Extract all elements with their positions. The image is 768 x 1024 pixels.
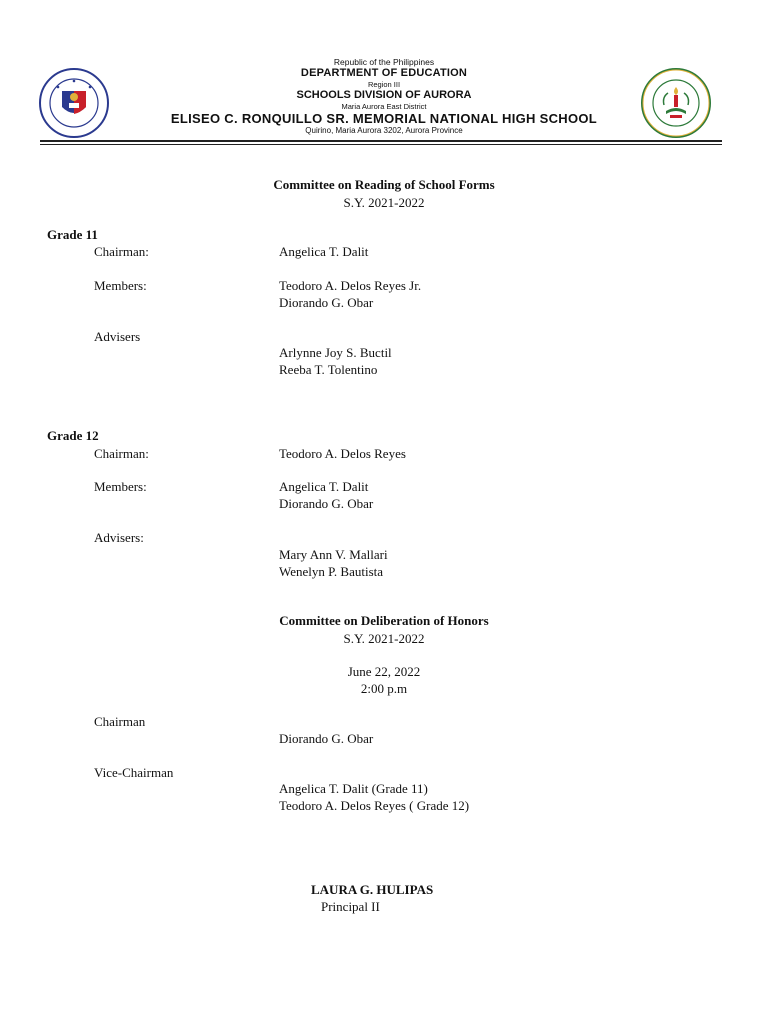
header-divider-thin: [40, 144, 722, 145]
grade12-members-label: Members:: [94, 479, 147, 494]
grade12-chairman-name: Teodoro A. Delos Reyes: [279, 446, 406, 461]
meeting-date: June 22, 2022: [347, 664, 421, 679]
grade11-adviser: Reeba T. Tolentino: [279, 362, 378, 377]
grade11-adviser: Arlynne Joy S. Buctil: [279, 345, 392, 360]
committee-reading-title: Committee on Reading of School Forms: [273, 177, 495, 192]
grade11-member: Teodoro A. Delos Reyes Jr.: [279, 278, 422, 293]
header-address: Quirino, Maria Aurora 3202, Aurora Province: [305, 126, 463, 135]
header-department: DEPARTMENT OF EDUCATION: [300, 67, 468, 79]
honors-chairman-name: Diorando G. Obar: [279, 731, 374, 746]
grade12-heading: Grade 12: [47, 428, 99, 443]
grade12-member: Angelica T. Dalit: [279, 479, 369, 494]
grade11-members-label: Members:: [94, 278, 147, 293]
committee-reading-sy: S.Y. 2021-2022: [343, 195, 425, 210]
header-divider: [40, 140, 722, 142]
header-region: Region III: [367, 80, 401, 89]
committee-honors-title: Committee on Deliberation of Honors: [279, 613, 489, 628]
header-school-name: ELISEO C. RONQUILLO SR. MEMORIAL NATIONAL HIGH SCHOOL: [170, 111, 598, 126]
grade11-heading: Grade 11: [47, 227, 98, 242]
grade12-adviser: Mary Ann V. Mallari: [279, 547, 388, 562]
grade11-chairman-label: Chairman:: [94, 244, 149, 259]
honors-vice-chairman-name: Teodoro A. Delos Reyes ( Grade 12): [279, 798, 470, 813]
grade12-advisers-label: Advisers:: [94, 530, 144, 545]
header-district: Maria Aurora East District: [341, 102, 427, 111]
committee-honors-sy: S.Y. 2021-2022: [343, 631, 425, 646]
honors-chairman-label: Chairman: [94, 714, 146, 729]
grade12-member: Diorando G. Obar: [279, 496, 374, 511]
header-republic: Republic of the Philippines: [333, 57, 435, 67]
grade12-chairman-label: Chairman:: [94, 446, 149, 461]
meeting-time: 2:00 p.m: [360, 681, 408, 696]
grade11-advisers-label: Advisers: [94, 329, 141, 344]
header-division: SCHOOLS DIVISION OF AURORA: [296, 89, 472, 101]
grade11-member: Diorando G. Obar: [279, 295, 374, 310]
grade12-adviser: Wenelyn P. Bautista: [279, 564, 384, 579]
grade11-chairman-name: Angelica T. Dalit: [279, 244, 369, 259]
honors-vice-chairman-label: Vice-Chairman: [94, 765, 174, 780]
honors-vice-chairman-name: Angelica T. Dalit (Grade 11): [279, 781, 428, 796]
signatory-name: LAURA G. HULIPAS: [311, 882, 434, 897]
signatory-position: Principal II: [321, 899, 380, 914]
